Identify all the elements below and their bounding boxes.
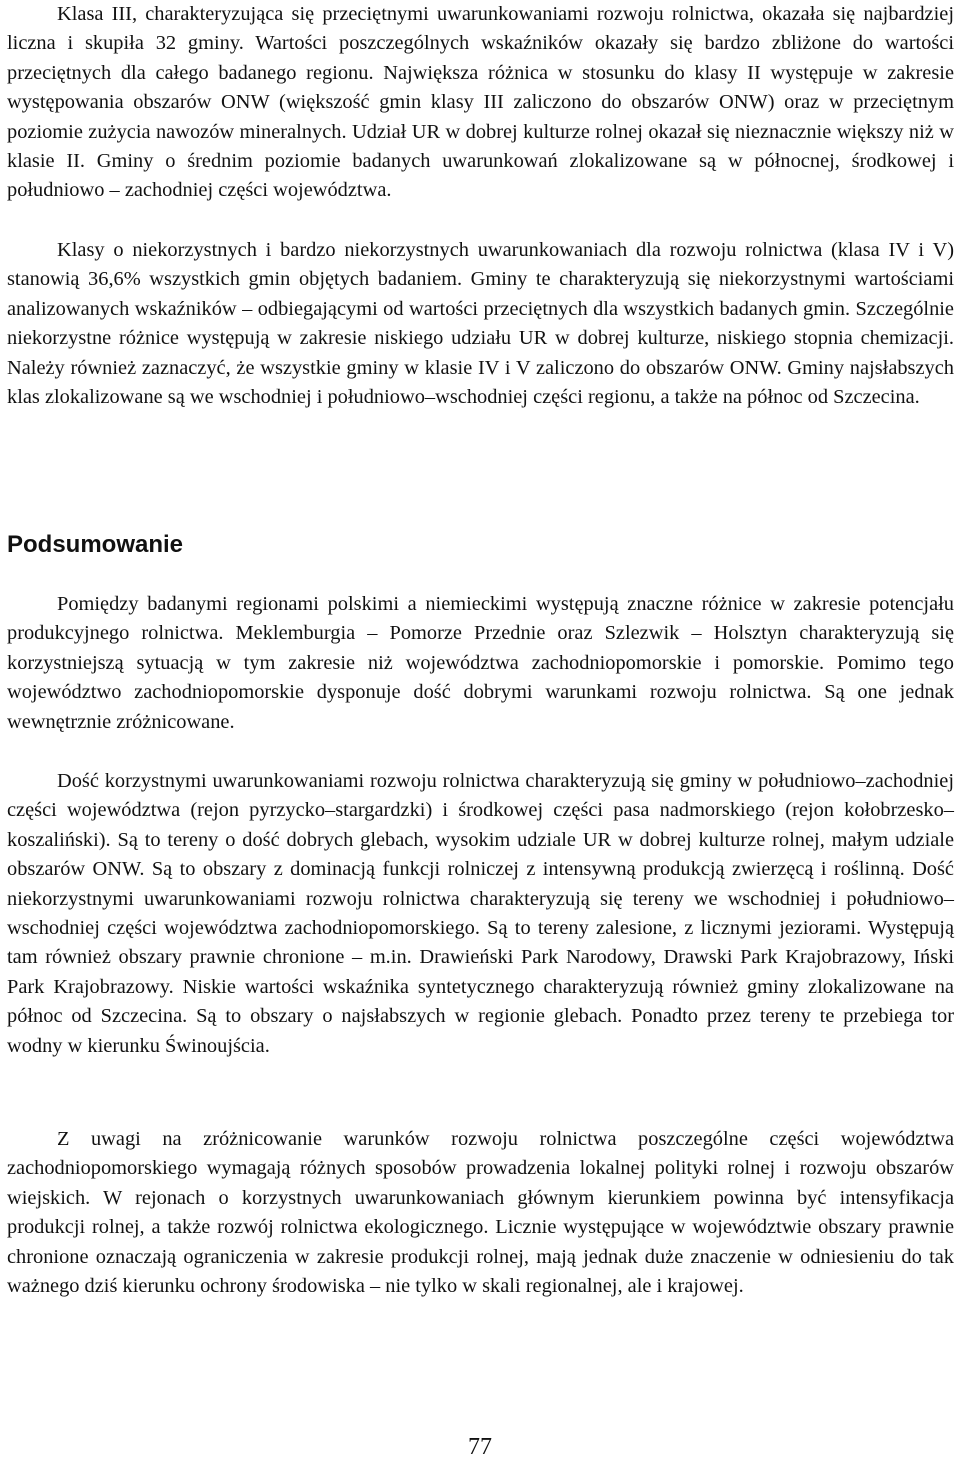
page-number: 77: [468, 1434, 492, 1460]
paragraph-classes-iv-v: Klasy o niekorzystnych i bardzo niekorzystnych uwarunkowaniach dla rozwoju rolnictwa (klasa IV i V) stanowią 36,6% wszystkich gmin objętych badaniem. Gminy te charakteryzują się niekorzystnymi wartościami analizowanych wskaźników – odbiegającymi od wartości przeciętnych dla wszystkich badanych gmin. Szczególnie niekorzystne różnice występują w zakresie niskiego udziału UR w dobrej kulturze, niskiego stopnia chemizacji. Należy również zaznaczyć, że wszystkie gminy w klasie IV i V zaliczono do obszarów ONW. Gminy najsłabszych klas zlokalizowane są we wschodniej i południowo–wschodniej części regionu, a także na północ od Szczecina.: [7, 239, 954, 409]
paragraph-summary-3: Z uwagi na zróżnicowanie warunków rozwoju rolnictwa poszczególne części województwa zachodniopomorskiego wymagają różnych sposobów prowadzenia lokalnej polityki rolnej i rozwoju obszarów wiejskich. W rejonach o korzystnych uwarunkowaniach głównym kierunkiem powinna być intensyfikacja produkcji rolnej, a także rozwój rolnictwa ekologicznego. Licznie występujące w województwie obszary prawnie chronione oznaczają ograniczenia w zakresie produkcji rolnej, mają jednak duże znaczenie w odniesieniu do tak ważnego dziś kierunku ochrony środowiska – nie tylko w skali regionalnej, ale i krajowej.: [7, 1128, 954, 1298]
paragraph-class-iii: Klasa III, charakteryzująca się przeciętnymi uwarunkowaniami rozwoju rolnictwa, okazała się najbardziej liczna i skupiła 32 gminy. Wartości poszczególnych wskaźników okazały się bardzo zbliżone do wartości przeciętnych dla całego badanego regionu. Największa różnica w stosunku do klasy II występuje w zakresie występowania obszarów ONW (większość gmin klasy III zaliczono do obszarów ONW) oraz w przeciętnym poziomie zużycia nawozów mineralnych. Udział UR w dobrej kulturze rolnej okazał się nieznacznie większy niż w klasie II. Gminy o średnim poziomie badanych uwarunkowań zlokalizowane są w północnej, środkowej i południowo – zachodniej części województwa.: [7, 3, 954, 202]
section-heading: Podsumowanie: [7, 531, 184, 558]
paragraph-summary-2: Dość korzystnymi uwarunkowaniami rozwoju rolnictwa charakteryzują się gminy w południowo–zachodniej części województwa (rejon pyrzycko–stargardzki) i środkowej części pasa nadmorskiego (rejon kołobrzesko–koszaliński). Są to tereny o dość dobrych glebach, wysokim udziale UR w dobrej kulturze rolnej, małym udziale obszarów ONW. Są to obszary z dominacją funkcji rolniczej z intensywną produkcją zwierzęcą i roślinną. Dość niekorzystnymi uwarunkowaniami rozwoju rolnictwa charakteryzują się tereny we wschodniej i południowo–wschodniej części województwa zachodniopomorskiego. Są to tereny zalesione, z licznymi jeziorami. Występują tam również obszary prawnie chronione – m.in. Drawieński Park Narodowy, Drawski Park Krajobrazowy, Iński Park Krajobrazowy. Niskie wartości wskaźnika syntetycznego charakteryzują również gminy zlokalizowane na północ od Szczecina. Są to obszary o najsłabszych w regionie glebach. Ponadto przez tereny te przebiega tor wodny w kierunku Świnoujścia.: [7, 770, 954, 1057]
paragraph-summary-1: Pomiędzy badanymi regionami polskimi a niemieckimi występują znaczne różnice w zakresie potencjału produkcyjnego rolnictwa. Meklemburgia – Pomorze Przednie oraz Szlezwik – Holsztyn charakteryzują się korzystniejszą sytuacją w tym zakresie niż województwa zachodniopomorskie i pomorskie. Pomimo tego województwo zachodniopomorskie dysponuje dość dobrymi warunkami rozwoju rolnictwa. Są one jednak wewnętrznie zróżnicowane.: [7, 593, 954, 733]
